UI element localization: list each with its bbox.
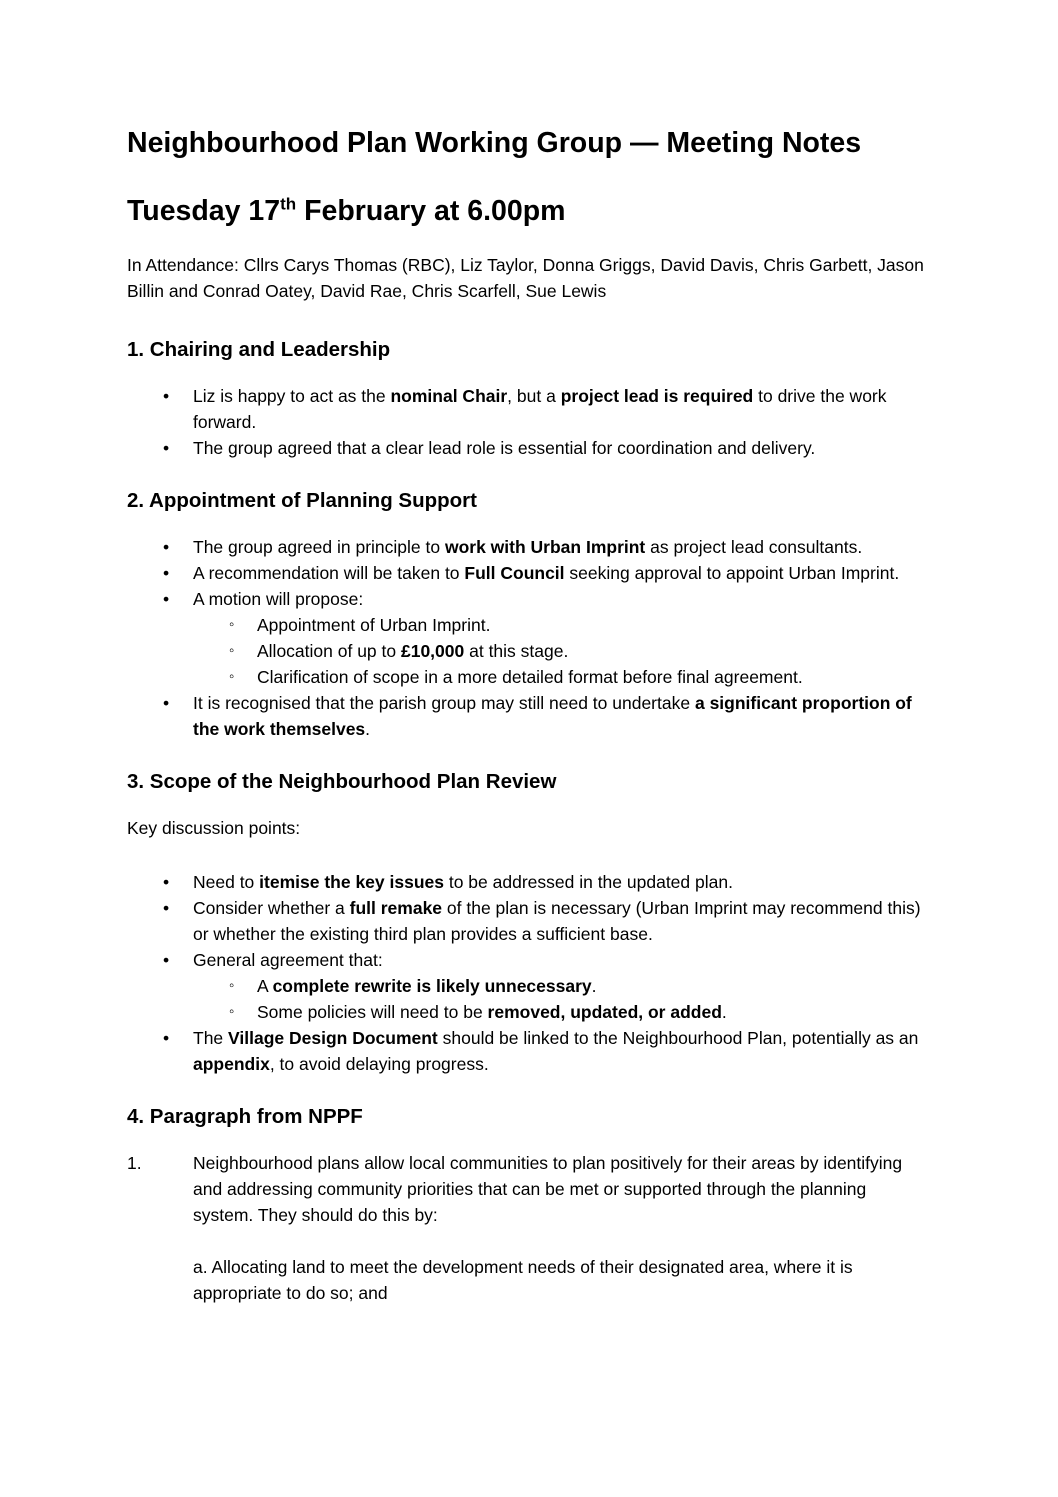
sub-bullet-icon: ◦ <box>229 616 235 633</box>
list-item-text: Liz is happy to act as the nominal Chair, but a project lead is required to drive the work forward. <box>193 386 887 432</box>
sub-bullet-icon: ◦ <box>229 642 235 659</box>
date-suffix: February at 6.00pm <box>296 195 566 227</box>
numbered-list-nppf <box>127 1150 931 1306</box>
section-heading-scope: 3. Scope of the Neighbourhood Plan Review <box>127 770 557 793</box>
sub-list-item <box>127 999 931 1025</box>
list-item <box>127 1025 931 1077</box>
list-item <box>127 383 931 435</box>
list-item-text: A recommendation will be taken to Full Council seeking approval to appoint Urban Imprint. <box>193 563 900 583</box>
date-prefix: Tuesday 17 <box>127 195 281 227</box>
list-item <box>127 586 931 690</box>
bullet-list-chairing <box>127 383 931 461</box>
list-item <box>127 534 931 560</box>
list-item-text: Consider whether a full remake of the plan is necessary (Urban Imprint may recommend this) or whether the existing third plan provides a sufficient base. <box>193 898 921 944</box>
bullet-icon: • <box>163 898 170 918</box>
bullet-icon: • <box>163 693 170 713</box>
sub-list-item-text: A complete rewrite is likely unnecessary. <box>257 976 597 996</box>
bullet-icon: • <box>163 386 170 406</box>
attendance-line: In Attendance: Cllrs Carys Thomas (RBC), Liz Taylor, Donna Griggs, David Davis, Chris Garbett, Jason Billin and Conrad Oatey, David Rae, Chris Scarfell, Sue Lewis <box>127 255 924 301</box>
number-marker: 1. <box>127 1153 142 1173</box>
numbered-list-item <box>127 1150 931 1306</box>
list-item <box>127 947 931 1025</box>
date-ordinal-superscript: th <box>280 194 297 214</box>
sub-bullet-list-agreement <box>127 973 931 1025</box>
section-heading-chairing: 1. Chairing and Leadership <box>127 338 391 361</box>
list-item-text: General agreement that: <box>193 950 383 970</box>
section-heading-nppf: 4. Paragraph from NPPF <box>127 1105 363 1128</box>
nppf-subparagraph-a: a. Allocating land to meet the development needs of their designated area, where it is appropriate to do so; and <box>193 1257 853 1303</box>
bullet-icon: • <box>163 872 170 892</box>
list-item <box>127 869 931 895</box>
sub-list-item-text: Appointment of Urban Imprint. <box>257 615 491 635</box>
bullet-icon: • <box>163 589 170 609</box>
sub-list-item <box>127 638 931 664</box>
sub-list-item <box>127 973 931 999</box>
sub-bullet-icon: ◦ <box>229 668 235 685</box>
sub-list-item-text: Some policies will need to be removed, updated, or added. <box>257 1002 727 1022</box>
document-title: Neighbourhood Plan Working Group — Meeting Notes <box>127 127 862 159</box>
document-date-heading <box>127 194 931 228</box>
list-item-text: A motion will propose: <box>193 589 364 609</box>
list-item <box>127 435 931 461</box>
bullet-list-planning-support <box>127 534 931 742</box>
bullet-icon: • <box>163 1028 170 1048</box>
sub-bullet-list-motion <box>127 612 931 690</box>
sub-list-item-text: Allocation of up to £10,000 at this stage. <box>257 641 569 661</box>
sub-list-item <box>127 612 931 638</box>
sub-list-item-text: Clarification of scope in a more detailed format before final agreement. <box>257 667 803 687</box>
list-item-text: Need to itemise the key issues to be addressed in the updated plan. <box>193 872 733 892</box>
list-item <box>127 895 931 947</box>
bullet-icon: • <box>163 537 170 557</box>
section-heading-planning-support: 2. Appointment of Planning Support <box>127 489 477 512</box>
scope-intro-line: Key discussion points: <box>127 818 301 838</box>
list-item <box>127 690 931 742</box>
sub-bullet-icon: ◦ <box>229 977 235 994</box>
bullet-icon: • <box>163 563 170 583</box>
list-item-text: The Village Design Document should be linked to the Neighbourhood Plan, potentially as an appendix, to avoid delaying progress. <box>193 1028 919 1074</box>
list-item-text: It is recognised that the parish group may still need to undertake a significant proportion of the work themselves. <box>193 693 912 739</box>
list-item-text: The group agreed in principle to work with Urban Imprint as project lead consultants. <box>193 537 863 557</box>
nppf-paragraph: Neighbourhood plans allow local communities to plan positively for their areas by identifying and addressing community priorities that can be met or supported through the planning system. They should do this by: <box>193 1153 903 1225</box>
bullet-list-scope <box>127 869 931 1077</box>
list-item-text: The group agreed that a clear lead role is essential for coordination and delivery. <box>193 438 816 458</box>
sub-list-item <box>127 664 931 690</box>
bullet-icon: • <box>163 950 170 970</box>
bullet-icon: • <box>163 438 170 458</box>
sub-bullet-icon: ◦ <box>229 1003 235 1020</box>
list-item <box>127 560 931 586</box>
